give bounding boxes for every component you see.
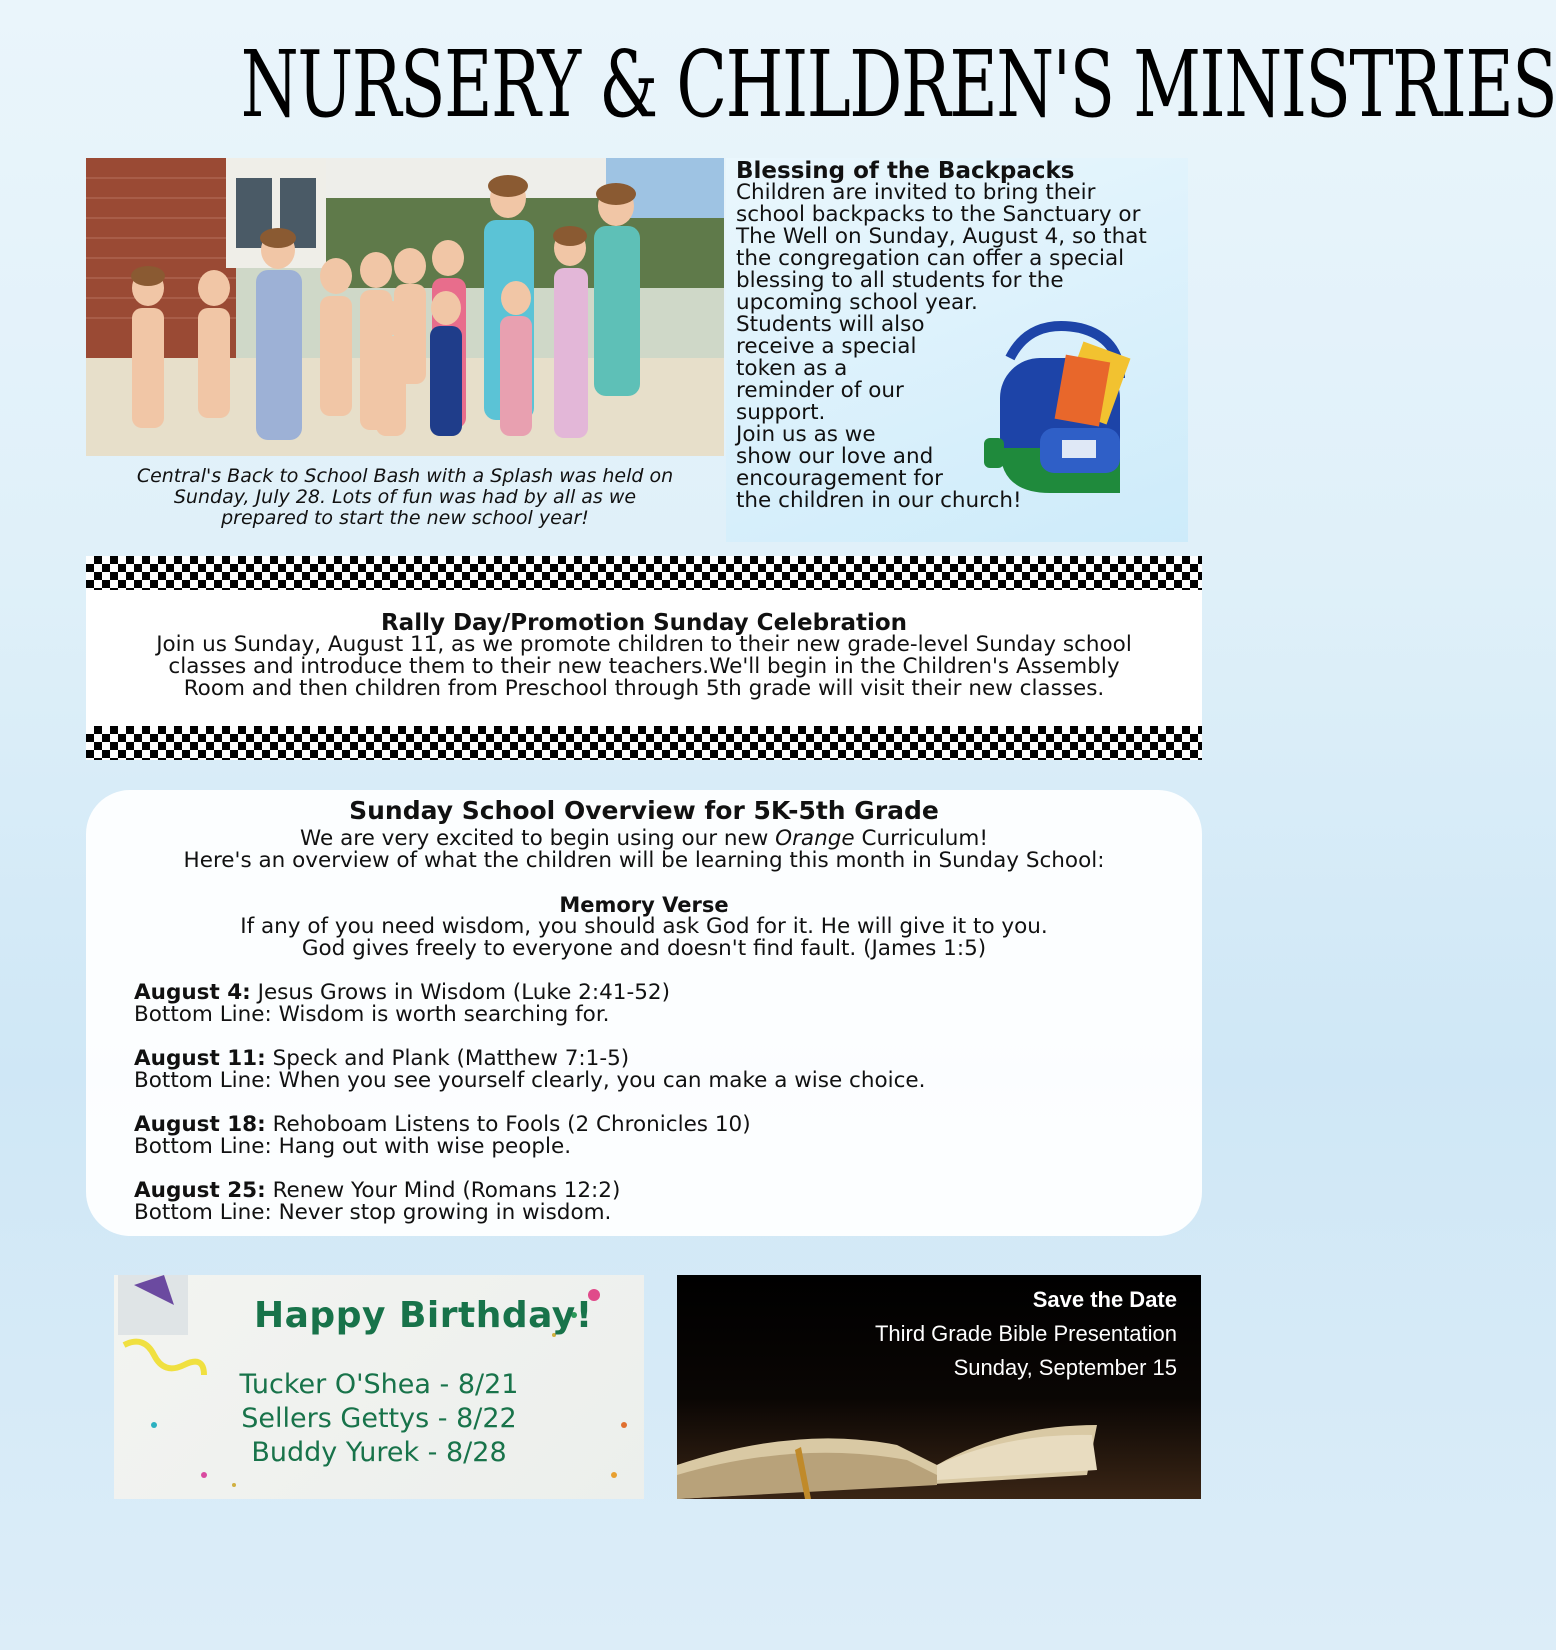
birthday-card (114, 1275, 644, 1499)
save-the-date-event: Third Grade Bible Presentation (874, 1321, 1177, 1346)
checker-border-top (86, 556, 1202, 590)
memory-verse-line: If any of you need wisdom, you should ask God for it. He will give it to you. (240, 914, 1048, 939)
birthday-name: Sellers Gettys - 8/22 (241, 1403, 517, 1434)
birthday-title: Happy Birthday! (254, 1295, 593, 1336)
rally-heading: Rally Day/Promotion Sunday Celebration (380, 610, 908, 636)
page-title: NURSERY & CHILDREN'S MINISTRIES (240, 31, 1556, 138)
birthday-name: Buddy Yurek - 8/28 (251, 1437, 507, 1468)
blessing-section: Blessing of the Backpacks Children are invited to bring their school backpacks to the Sanctuary or The Well on Sunday, August 4, so that the congregation can offer a special blessing to all students for the upcoming school year. Students will also receive a special token as a reminder of our support. Join us as we show our love and encouragement for the children in our church! (736, 160, 1156, 512)
backpack-icon (970, 318, 1160, 508)
save-the-date-heading: Save the Date (1032, 1287, 1177, 1312)
sunday-school-heading: Sunday School Overview for 5K-5th Grade (349, 796, 939, 825)
memory-verse-heading: Memory Verse (559, 893, 729, 917)
save-the-date-when: Sunday, September 15 (953, 1355, 1177, 1380)
blessing-heading: Blessing of the Backpacks (736, 158, 1075, 184)
sunday-school-intro-line2: Here's an overview of what the children will be learning this month in Sunday School: (183, 848, 1105, 873)
photo-caption: Central's Back to School Bash with a Splash was held on Sunday, July 28. Lots of fun was had by all as we prepared to start the new school year! (136, 465, 674, 529)
save-the-date-card (677, 1275, 1201, 1499)
memory-verse-line: God gives freely to everyone and doesn't find fault. (James 1:5) (301, 936, 987, 961)
checker-border-bottom (86, 726, 1202, 760)
lesson-item: August 25: Renew Your Mind (Romans 12:2) Bottom Line: Never stop growing in wisdom. (134, 1178, 621, 1225)
lesson-item: August 18: Rehoboam Listens to Fools (2 Chronicles 10) Bottom Line: Hang out with wise people. (134, 1112, 751, 1159)
group-photo (86, 158, 724, 456)
lesson-item: August 11: Speck and Plank (Matthew 7:1-5) Bottom Line: When you see yourself clearly, you can make a wise choice. (134, 1046, 926, 1093)
rally-section: Rally Day/Promotion Sunday Celebration Join us Sunday, August 11, as we promote children to their new grade-level Sunday school classes and introduce them to their new teachers.We'll begin in the Children's Assembly Room and then children from Preschool through 5th grade will visit their new classes. (100, 612, 1188, 700)
sunday-school-intro: We are very excited to begin using our new Orange Curriculum! (300, 826, 988, 851)
lesson-item: August 4: Jesus Grows in Wisdom (Luke 2:41-52) Bottom Line: Wisdom is worth searching for. (134, 980, 670, 1027)
birthday-name: Tucker O'Shea - 8/21 (239, 1369, 519, 1400)
